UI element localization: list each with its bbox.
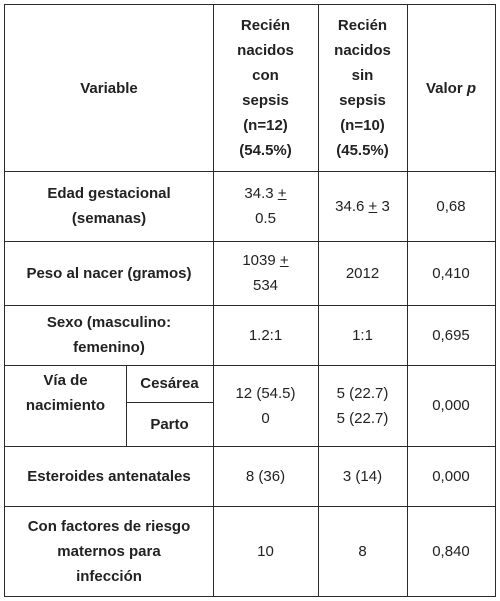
- row-label-peso: Peso al nacer (gramos): [26, 264, 192, 282]
- esteroides-sin-sepsis: 3 (14): [342, 467, 383, 485]
- via-con-sepsis: 12 (54.5) 0: [235, 384, 296, 427]
- via-sin-sepsis: 5 (22.7) 5 (22.7): [336, 384, 389, 427]
- edad-con-sepsis: 34.3 + 0.5: [244, 185, 287, 227]
- esteroides-valor-p: 0,000: [432, 467, 470, 485]
- edad-sin-sepsis: 34.6 + 3: [335, 197, 390, 215]
- factores-sin-sepsis: 8: [358, 542, 367, 560]
- peso-sin-sepsis: 2012: [345, 264, 380, 282]
- edad-valor-p: 0,68: [436, 197, 466, 215]
- peso-con-sepsis: 1039 + 534: [242, 252, 289, 294]
- via-sub-parto: Parto: [150, 415, 189, 433]
- header-variable: Variable: [80, 79, 138, 97]
- row-label-sexo: Sexo (masculino: femenino): [46, 314, 172, 356]
- sexo-con-sepsis: 1.2:1: [248, 326, 283, 344]
- row-label-via: Vía de nacimiento: [25, 371, 106, 414]
- esteroides-con-sepsis: 8 (36): [245, 467, 286, 485]
- factores-valor-p: 0,840: [432, 542, 470, 560]
- row-label-factores: Con factores de riesgo maternos para infección: [27, 517, 191, 585]
- header-sin-sepsis: Recién nacidos sin sepsis (n=10) (45.5%): [334, 17, 391, 159]
- header-valor-p: Valor p: [425, 79, 477, 97]
- header-con-sepsis: Recién nacidos con sepsis (n=12) (54.5%): [237, 17, 294, 159]
- results-table: [4, 4, 496, 597]
- factores-con-sepsis: 10: [257, 542, 274, 560]
- via-sub-cesarea: Cesárea: [140, 375, 199, 392]
- peso-valor-p: 0,410: [432, 264, 470, 282]
- sexo-valor-p: 0,695: [432, 326, 470, 344]
- row-label-esteroides: Esteroides antenatales: [27, 467, 191, 485]
- sexo-sin-sepsis: 1:1: [352, 326, 373, 344]
- row-label-edad: Edad gestacional (semanas): [47, 185, 171, 227]
- via-valor-p: 0,000: [432, 397, 470, 414]
